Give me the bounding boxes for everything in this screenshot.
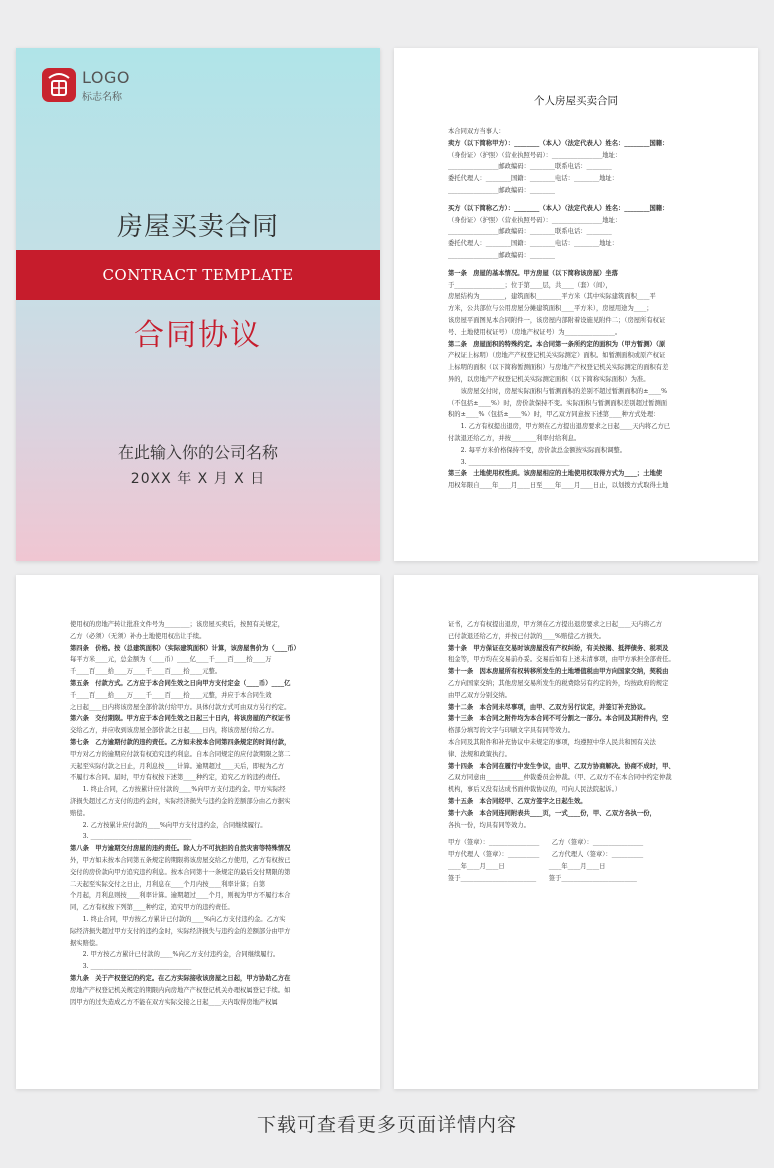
text-line: 用权年限自____年____月____日至____年____月____日止，以划拨方式取得土地: [448, 482, 669, 490]
text-line: 3. ________________________________: [70, 963, 192, 971]
text-line: 第一条 房屋的基本情况。甲方房屋（以下简称该房屋）坐落: [448, 269, 619, 277]
text-line: 房地产产权登记机关规定的期限内向房地产产权登记机关办理权属登记手续。如: [70, 986, 291, 994]
text-line: （不包括±____%）时，房价款保持不变。实际面积与暂测面积差别超过暂测面: [448, 399, 668, 407]
text-line: 之日起____日内将该房屋全部价款付给甲方。具体付款方式可由双方另行约定。: [70, 703, 291, 711]
text-line: 委托代理人：________国籍：________电话：________地址：: [448, 175, 619, 183]
text-line: ________________邮政编码：________联系电话：________: [448, 163, 612, 171]
text-line: 本合同及其附件和补充协议中未规定的事项，均遵照中华人民共和国有关法: [448, 738, 656, 746]
logo-text: LOGO: [82, 68, 130, 87]
text-line: 号、土地使用权证号）（房地产权证号）为________________。: [448, 328, 622, 336]
text-line: 律、法规和政策执行。: [448, 750, 511, 758]
download-hint: 下载可查看更多页面详情内容: [256, 1114, 517, 1136]
text-line: 每平方米____元，总金额为（____币）____亿____千____百____拾____万: [70, 656, 272, 664]
text-line: 2. 甲方按乙方累计已付款的____%向乙方支付违约金，合同继续履行。: [70, 951, 280, 959]
text-line: 第十条 甲方保证在交易时该房屋没有产权纠纷，有关按揭、抵押债务、税项及: [448, 644, 669, 652]
text-line: （身份证）（护照）（营业执照号码）：________________地址：: [448, 151, 622, 159]
text-line: 本合同双方当事人：: [448, 128, 505, 135]
text-line: 委托代理人：________国籍：________电话：________地址：: [448, 240, 619, 248]
text-line: 第四条 价格。按（总建筑面积）（实际建筑面积）计算，该房屋售价为（____币）: [70, 644, 300, 652]
text-line: 天起至实际付款之日止，月利息按____计算。逾期超过____天后，即视为乙方: [70, 762, 285, 770]
text-line: 卖方（以下简称甲方）：________（本人）（法定代表人）姓名：________国籍：: [448, 139, 669, 147]
text-line: 第十六条 本合同连同附表共____页，一式____份，甲、乙双方各执一份，: [448, 809, 656, 817]
text-line: 第八条 甲方逾期交付房屋的违约责任。除人力不可抗拒的自然灾害等特殊情况: [70, 845, 291, 853]
text-line: 第十四条 本合同在履行中发生争议，由甲、乙双方协商解决。协商不成时，甲、: [448, 762, 675, 770]
page-body: [394, 575, 758, 885]
contract-page-2: [16, 575, 380, 1089]
text-line: 千____百____拾____万____千____百____拾____元整，并应于本合同生效: [70, 691, 272, 699]
text-line: 第二条 房屋面积的特殊约定。本合同第一条所约定的面积为（甲方暂测）（原: [448, 340, 666, 348]
contract-page-1: [394, 48, 758, 561]
cover-date: 20XX 年 X 月 X 日: [130, 471, 266, 487]
text-line: 乙方（必须）（无须）补办土地使用权出让手续。: [70, 632, 206, 640]
page-body: [394, 126, 758, 492]
text-line: 2. 乙方按累计应付款的____%向甲方支付违约金，合同继续履行。: [70, 821, 267, 829]
text-line: 签于________________________ 签于________________________: [448, 874, 637, 882]
text-line: 格部分填写的文字与印刷文字具有同等效力。: [448, 727, 574, 735]
text-line: 各执一份，均具有同等效力。: [448, 821, 530, 829]
text-line: 产权证上标明）（房地产产权登记机关实际测定）面积。如暂测面积或原产权证: [448, 352, 666, 360]
text-line: 第十二条 本合同未尽事项，由甲、乙双方另行议定，并签订补充协议。: [448, 703, 650, 711]
cover-title: 房屋买卖合同: [116, 212, 279, 242]
text-line: 3. ________________________________: [448, 458, 570, 466]
text-line: 证书，乙方有权提出退房，甲方须在乙方提出退房要求之日起____天内将乙方: [448, 621, 663, 628]
text-line: 方米，公共部位与公用房屋分摊建筑面积____平方米），房屋用途为____；: [448, 305, 653, 313]
cover-page: [16, 48, 380, 561]
text-line: 机构，事后又没有达成书面仲裁协议的，可向人民法院起诉。）: [448, 786, 622, 794]
text-line: 交给乙方，并应收到该房屋全部价款之日起____日内，将该房屋付给乙方。: [70, 727, 278, 735]
text-line: 买方（以下简称乙方）：________（本人）（法定代表人）姓名：________国籍：: [448, 204, 669, 212]
text-line: 2. 每平方米价格保持不变，房价款总金额按实际面积调整。: [448, 446, 627, 454]
logo-subtitle: 标志名称: [82, 92, 122, 103]
text-line: 乙方向国家交纳；其他房屋交易所发生的税费除另有约定的外，均按政府的规定: [448, 679, 669, 687]
text-line: 乙双方同意由____________仲裁委员会仲裁。（甲、乙双方不在本合同中约定仲裁: [448, 774, 672, 782]
cover-subtitle: 合同协议: [134, 318, 262, 353]
text-line: 据实赔偿。: [70, 939, 102, 947]
text-line: 第七条 乙方逾期付款的违约责任。乙方如未按本合同第四条规定的时间付款，: [70, 738, 291, 746]
document-title: 个人房屋买卖合同: [534, 95, 618, 107]
text-line: 已付款退还给乙方，并按已付款的____%赔偿乙方损失。: [448, 632, 606, 640]
text-line: 外，甲方如未按本合同第五条规定的期限将该房屋交给乙方使用，乙方有权按已: [70, 856, 291, 864]
cover-company: 在此输入你的公司名称: [117, 443, 278, 462]
text-line: 该房屋平面图见本合同附件一，该房屋内部附着设施见附件二；（房屋所有权证: [448, 316, 666, 324]
text-line: 上标明的面积（以下简称暂测面积）与房地产产权登记机关实际测定的面积有差: [448, 364, 669, 372]
text-line: 因甲方的过失造成乙方不能在双方实际交接之日起____天内取得房地产权属: [70, 998, 278, 1006]
text-line: 1. 终止合同，甲方按乙方累计已付款的____%向乙方支付违约金。乙方实: [70, 915, 286, 923]
cover-band-text: CONTRACT TEMPLATE: [102, 266, 294, 284]
page-body: [16, 575, 380, 1008]
text-line: 个月起，月利息则按____利率计算。逾期超过____个月，则视为甲方不履行本合: [70, 892, 291, 900]
text-line: 赔偿。: [70, 809, 89, 817]
text-line: 甲方对乙方的逾期应付款有权追究违约利息。自本合同规定的应付款期限之第二: [70, 750, 291, 758]
text-line: 第六条 交付期限。甲方应于本合同生效之日起三十日内，将该房屋的产权证书: [70, 715, 291, 723]
text-line: 交付的房价款向甲方追究违约利息。按本合同第十一条规定的最后交付期限的第: [70, 868, 291, 876]
text-line: ____年____月____日 ____年____月____日: [448, 862, 606, 870]
cover-band: [16, 250, 380, 300]
logo-icon: [42, 68, 76, 102]
contract-page-3: [394, 575, 758, 1089]
text-line: 第十五条 本合同经甲、乙双方签字之日起生效。: [448, 797, 587, 805]
text-line: 同，乙方有权按下列第____种约定，追究甲方的违约责任。: [70, 904, 234, 912]
text-line: ________________邮政编码：________联系电话：________: [448, 228, 612, 236]
text-line: 3. ________________________________: [70, 833, 192, 841]
text-line: ________________邮政编码：________: [448, 251, 556, 259]
text-line: 租金等，甲方均在交易前办妥。交易后如有上述未清事项，由甲方承担全部责任。: [448, 656, 675, 664]
text-line: 付款退还给乙方，并按________利率付给利息。: [448, 434, 581, 442]
text-line: 不履行本合同。届时，甲方有权按下述第____种约定，追究乙方的违约责任。: [70, 774, 285, 782]
text-line: 二天起至实际交付之日止，月利息在____个月内按____利率计算；自第: [70, 880, 266, 888]
text-line: 际经济损失超过甲方支付的违约金时，实际经济损失与违约金的差额部分由甲方: [70, 927, 291, 935]
text-line: 1. 乙方有权提出退房，甲方须在乙方提出退房要求之日起____天内将乙方已: [448, 423, 671, 431]
text-line: 该房屋交付时，房屋实际面积与暂测面积的差别不超过暂测面积的±____%: [448, 387, 668, 395]
text-line: 积的±____%（包括±____%）时，甲乙双方同意按下述第____种方式处理：: [448, 411, 660, 419]
text-line: 异的，以房地产产权登记机关实际测定面积（以下简称实际面积）为准。: [448, 375, 650, 383]
text-line: ________________邮政编码：________: [448, 186, 556, 194]
text-line: 甲方代理人（签章）：__________ 乙方代理人（签章）：__________: [448, 851, 644, 859]
text-line: 第三条 土地使用权性质。该房屋相应的土地使用权取得方式为____；土地使: [448, 470, 663, 478]
text-line: 1. 终止合同，乙方按累计应付款的____%向甲方支付违约金。甲方实际经: [70, 786, 286, 794]
text-line: 于________________；位于第____层，共____（套）（间），: [448, 281, 612, 289]
text-line: 房屋结构为________，建筑面积________平方米（其中实际建筑面积____平: [448, 293, 656, 301]
text-line: 第十三条 本合同之附件均为本合同不可分割之一部分。本合同及其附件内，空: [448, 715, 669, 723]
text-line: 使用权的房地产转让批准文件号为________；该房屋买卖后，按照有关规定，: [70, 621, 285, 628]
text-line: 第九条 关于产权登记的约定。在乙方实际接收该房屋之日起，甲方协助乙方在: [70, 974, 291, 982]
text-line: （身份证）（护照）（营业执照号码）：________________地址：: [448, 216, 622, 224]
text-line: 济损失超过乙方支付的违约金时，实际经济损失与违约金的差额部分由乙方据实: [70, 797, 291, 805]
text-line: 第十一条 因本房屋所有权转移所发生的土地增值税由甲方向国家交纳，契税由: [448, 668, 669, 676]
text-line: 由甲乙双方分别交纳。: [448, 691, 511, 699]
text-line: 第五条 付款方式。乙方应于本合同生效之日向甲方支付定金（____币）____亿: [70, 679, 291, 687]
text-line: 千____百____拾____万____千____百____拾____元整。: [70, 668, 222, 676]
text-line: 甲方（签章）：________________ 乙方（签章）：________________: [448, 839, 644, 847]
